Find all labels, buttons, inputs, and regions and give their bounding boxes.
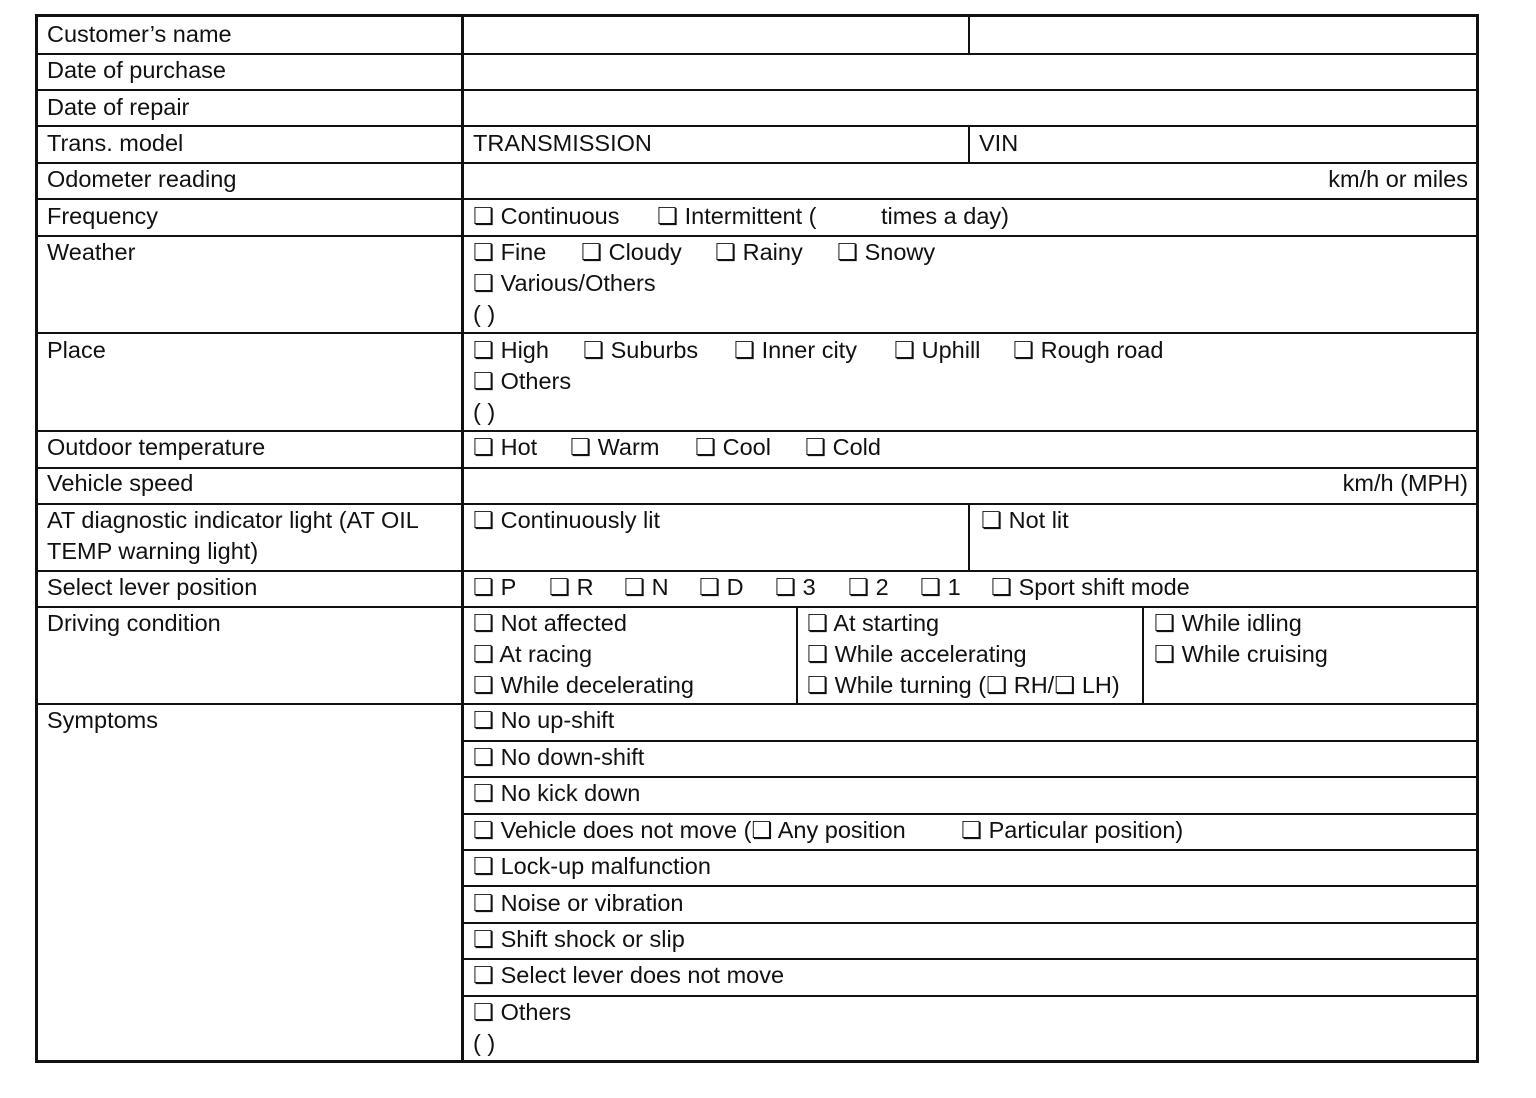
- option-label: Not lit: [1008, 507, 1069, 533]
- option-label: Rough road: [1040, 337, 1164, 363]
- checkbox-icon[interactable]: ❏: [473, 270, 495, 296]
- checkbox-icon[interactable]: ❏: [775, 574, 797, 600]
- indicator-not-lit[interactable]: [981, 505, 1069, 536]
- checkbox-icon[interactable]: ❏: [981, 507, 1003, 533]
- option-label: 2: [875, 574, 889, 600]
- driving-at-starting[interactable]: [807, 608, 939, 639]
- label-frequency: Frequency: [47, 203, 159, 229]
- option-label: While idling: [1181, 610, 1302, 636]
- label-date-of-purchase: Date of purchase: [47, 57, 226, 83]
- checkbox-icon[interactable]: ❏: [473, 744, 495, 770]
- option-label: At racing: [499, 641, 593, 667]
- frequency-intermittent[interactable]: [657, 201, 817, 232]
- checkbox-icon[interactable]: ❏: [473, 962, 495, 988]
- checkbox-icon[interactable]: ❏: [473, 853, 495, 879]
- place-inner-city[interactable]: [734, 335, 857, 366]
- column-divider: [461, 17, 464, 1060]
- checkbox-icon[interactable]: ❏: [807, 641, 829, 667]
- place-rough-road[interactable]: [1013, 335, 1163, 366]
- checkbox-icon[interactable]: ❏: [583, 337, 605, 363]
- symptom-particular-position[interactable]: [961, 815, 1183, 846]
- temp-cool[interactable]: [695, 432, 771, 463]
- option-label: Sport shift mode: [1018, 574, 1190, 600]
- symptom-no-upshift[interactable]: [473, 705, 614, 736]
- row-divider: [38, 89, 1476, 91]
- option-label: RH/: [1013, 672, 1055, 698]
- checkbox-icon[interactable]: ❏: [837, 239, 859, 265]
- weather-snowy[interactable]: [837, 237, 935, 268]
- lever-3[interactable]: [775, 572, 816, 603]
- label-date-of-repair: Date of repair: [47, 94, 190, 120]
- checkbox-icon[interactable]: ❏: [473, 337, 495, 363]
- checkbox-icon[interactable]: ❏: [473, 780, 495, 806]
- option-label: Inner city: [761, 337, 857, 363]
- weather-cloudy[interactable]: [581, 237, 682, 268]
- option-label: N: [651, 574, 669, 600]
- driving-not-affected[interactable]: [473, 608, 627, 639]
- option-label: Continuous: [500, 203, 620, 229]
- checkbox-icon[interactable]: ❏: [1013, 337, 1035, 363]
- driving-cruising[interactable]: [1154, 639, 1328, 670]
- temp-warm[interactable]: [570, 432, 659, 463]
- option-label: Warm: [597, 434, 660, 460]
- option-label: Hot: [500, 434, 538, 460]
- label-customer-name: Customer’s name: [47, 21, 232, 47]
- symptom-vehicle-not-move[interactable]: [473, 815, 906, 846]
- label-symptoms: Symptoms: [47, 707, 158, 733]
- checkbox-icon[interactable]: ❏: [570, 434, 592, 460]
- option-label: 3: [802, 574, 816, 600]
- checkbox-icon[interactable]: ❏: [751, 817, 773, 843]
- option-label: Shift shock or slip: [500, 926, 685, 952]
- checkbox-icon[interactable]: ❏: [734, 337, 756, 363]
- row-divider: [38, 332, 1476, 334]
- checkbox-icon[interactable]: ❏: [1154, 641, 1176, 667]
- checkbox-icon[interactable]: ❏: [807, 610, 829, 636]
- place-others-blank[interactable]: ( ): [473, 399, 496, 425]
- frequency-continuous[interactable]: [473, 201, 620, 232]
- row-divider: [968, 17, 970, 53]
- label-outdoor-temp: Outdoor temperature: [47, 434, 266, 460]
- symptom-shift-shock[interactable]: [473, 924, 685, 955]
- option-label: 1: [947, 574, 961, 600]
- lever-d[interactable]: [699, 572, 744, 603]
- speed-unit: km/h (MPH): [1342, 470, 1468, 496]
- temp-hot[interactable]: [473, 432, 537, 463]
- checkbox-icon[interactable]: ❏: [581, 239, 603, 265]
- checkbox-icon[interactable]: ❏: [699, 574, 721, 600]
- checkbox-icon[interactable]: ❏: [473, 610, 495, 636]
- row-divider: [38, 53, 1476, 55]
- option-label: High: [500, 337, 549, 363]
- option-label: No down-shift: [500, 744, 645, 770]
- option-label: D: [726, 574, 744, 600]
- option-label: Particular position): [988, 817, 1184, 843]
- label-select-lever: Select lever position: [47, 574, 258, 600]
- option-label: P: [500, 574, 517, 600]
- checkbox-icon[interactable]: ❏: [473, 368, 495, 394]
- option-label: Cool: [722, 434, 771, 460]
- checkbox-icon[interactable]: ❏: [473, 999, 495, 1025]
- row-divider: [796, 607, 798, 704]
- checkbox-icon[interactable]: ❏: [473, 707, 495, 733]
- checkbox-icon[interactable]: ❏: [473, 817, 495, 843]
- place-others[interactable]: [473, 366, 571, 397]
- driving-decelerating[interactable]: [473, 670, 694, 701]
- lever-sport-shift[interactable]: [991, 572, 1190, 603]
- row-divider: [968, 504, 970, 571]
- symptom-no-kickdown[interactable]: [473, 778, 640, 809]
- option-label: Rainy: [742, 239, 803, 265]
- row-divider: [38, 198, 1476, 200]
- row-divider: [38, 703, 1476, 705]
- option-label: Snowy: [864, 239, 936, 265]
- checkbox-icon[interactable]: ❏: [961, 817, 983, 843]
- place-uphill[interactable]: [894, 335, 980, 366]
- label-weather: Weather: [47, 239, 136, 265]
- option-label: LH): [1081, 672, 1120, 698]
- option-label: Various/Others: [500, 270, 656, 296]
- driving-turning[interactable]: [807, 670, 1120, 701]
- checkbox-icon[interactable]: ❏: [695, 434, 717, 460]
- weather-others-blank[interactable]: ( ): [473, 301, 496, 327]
- option-label: While cruising: [1181, 641, 1328, 667]
- label-place: Place: [47, 337, 106, 363]
- option-label: Vehicle does not move (: [500, 817, 752, 843]
- label-at-indicator-line1: AT diagnostic indicator light (AT OIL: [47, 507, 419, 533]
- row-divider: [968, 125, 970, 162]
- option-label: Not affected: [500, 610, 627, 636]
- checkbox-icon[interactable]: ❏: [715, 239, 737, 265]
- indicator-continuously-lit[interactable]: [473, 505, 660, 536]
- checkbox-icon[interactable]: ❏: [657, 203, 679, 229]
- driving-accelerating[interactable]: [807, 639, 1027, 670]
- weather-rainy[interactable]: [715, 237, 803, 268]
- place-high[interactable]: [473, 335, 549, 366]
- checkbox-icon[interactable]: ❏: [1054, 672, 1076, 698]
- checkbox-icon[interactable]: ❏: [986, 672, 1008, 698]
- checkbox-icon[interactable]: ❏: [624, 574, 646, 600]
- weather-fine[interactable]: [473, 237, 546, 268]
- checkbox-icon[interactable]: ❏: [473, 672, 495, 698]
- lever-p[interactable]: [473, 572, 516, 603]
- row-divider: [38, 125, 1476, 127]
- option-label: At starting: [833, 610, 940, 636]
- option-label: Uphill: [921, 337, 981, 363]
- option-label: Cloudy: [608, 239, 682, 265]
- option-label: No up-shift: [500, 707, 615, 733]
- checkbox-icon[interactable]: ❏: [473, 890, 495, 916]
- option-label: Others: [500, 368, 572, 394]
- checkbox-icon[interactable]: ❏: [473, 507, 495, 533]
- driving-at-racing[interactable]: [473, 639, 592, 670]
- option-label: Intermittent (: [684, 203, 817, 229]
- option-label: Fine: [500, 239, 547, 265]
- option-label: While accelerating: [834, 641, 1027, 667]
- option-label: Cold: [832, 434, 881, 460]
- checkbox-icon[interactable]: ❏: [991, 574, 1013, 600]
- option-label: Any position: [777, 817, 906, 843]
- option-label: Others: [500, 999, 572, 1025]
- temp-cold[interactable]: [805, 432, 881, 463]
- symptom-no-downshift[interactable]: [473, 742, 644, 773]
- label-vehicle-speed: Vehicle speed: [47, 470, 194, 496]
- place-suburbs[interactable]: [583, 335, 698, 366]
- option-label: No kick down: [500, 780, 641, 806]
- symptom-lockup[interactable]: [473, 851, 711, 882]
- checkbox-icon[interactable]: ❏: [473, 434, 495, 460]
- checkbox-icon[interactable]: ❏: [473, 641, 495, 667]
- option-label: Select lever does not move: [500, 962, 785, 988]
- label-at-indicator-line2: TEMP warning light): [47, 538, 259, 564]
- lever-2[interactable]: [848, 572, 889, 603]
- symptom-others[interactable]: [473, 997, 571, 1028]
- option-label: Lock-up malfunction: [500, 853, 711, 879]
- odometer-unit: km/h or miles: [1328, 166, 1468, 192]
- row-divider: [1142, 607, 1144, 704]
- option-label: R: [576, 574, 594, 600]
- row-divider: [462, 885, 1476, 887]
- row-divider: [462, 995, 1476, 997]
- transmission-value: TRANSMISSION: [473, 130, 652, 156]
- symptom-lever-not-move[interactable]: [473, 960, 784, 991]
- checkbox-icon[interactable]: ❏: [473, 203, 495, 229]
- checkbox-icon[interactable]: ❏: [920, 574, 942, 600]
- label-driving-condition: Driving condition: [47, 610, 221, 636]
- checkbox-icon[interactable]: ❏: [1154, 610, 1176, 636]
- checkbox-icon[interactable]: ❏: [473, 239, 495, 265]
- symptom-others-blank[interactable]: ( ): [473, 1030, 496, 1056]
- driving-idling[interactable]: [1154, 608, 1302, 639]
- option-label: Noise or vibration: [500, 890, 684, 916]
- label-odometer: Odometer reading: [47, 166, 237, 192]
- symptom-noise[interactable]: [473, 888, 683, 919]
- option-label: While decelerating: [500, 672, 694, 698]
- checkbox-icon[interactable]: ❏: [894, 337, 916, 363]
- checkbox-icon[interactable]: ❏: [807, 672, 829, 698]
- checkbox-icon[interactable]: ❏: [549, 574, 571, 600]
- weather-others[interactable]: [473, 268, 656, 299]
- label-trans-model: Trans. model: [47, 130, 184, 156]
- checkbox-icon[interactable]: ❏: [805, 434, 827, 460]
- frequency-suffix: times a day): [881, 203, 1009, 229]
- option-label: While turning (: [834, 672, 987, 698]
- lever-r[interactable]: [549, 572, 594, 603]
- option-label: Continuously lit: [500, 507, 660, 533]
- vin-label: VIN: [979, 130, 1019, 156]
- lever-n[interactable]: [624, 572, 669, 603]
- lever-1[interactable]: [920, 572, 961, 603]
- option-label: Suburbs: [610, 337, 699, 363]
- checkbox-icon[interactable]: ❏: [848, 574, 870, 600]
- checkbox-icon[interactable]: ❏: [473, 926, 495, 952]
- diagnostic-worksheet: [35, 14, 1479, 1063]
- checkbox-icon[interactable]: ❏: [473, 574, 495, 600]
